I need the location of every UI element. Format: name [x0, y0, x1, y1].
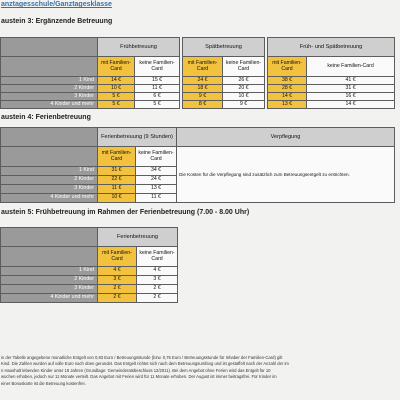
col-header-ohne: keine Familien-Card: [223, 57, 265, 77]
price-cell: 2 €: [98, 294, 137, 303]
table-row: [1, 294, 178, 303]
col-header-mit: mit Familien-Card: [268, 57, 307, 77]
row-label: 2 Kinder: [1, 176, 98, 185]
section4-table: [0, 127, 395, 203]
corner-cell: [1, 38, 98, 57]
row-label: 1 Kind: [1, 267, 98, 276]
table-row: [1, 101, 395, 109]
table-row: [1, 93, 395, 101]
price-cell: 38 €: [268, 77, 307, 85]
col-header-mit: mit Familien-Card: [98, 247, 137, 267]
price-cell: 8 €: [183, 101, 223, 109]
price-cell: 14 €: [268, 93, 307, 101]
price-cell: 34 €: [136, 167, 177, 176]
section5-table: [0, 227, 178, 303]
group-header: Früh- und Spätbetreuung: [268, 38, 395, 57]
price-cell: 11 €: [135, 85, 180, 93]
price-cell: 20 €: [223, 85, 265, 93]
col-header-ohne: keine Familien-Card: [135, 57, 180, 77]
row-label: 3 Kinder: [1, 185, 98, 194]
footnote-line: wochen erhoben, jedoch nur 11 Monate verteilt. Das Angebot mit Ferien wird für 11 Monate erhoben. Der August ist immer beitragsfrei. Für Kinder im: [1, 374, 277, 380]
col-header-mit: mit Familien-Card: [183, 57, 223, 77]
section4-title: austein 4: Ferienbetreuung: [1, 114, 91, 121]
col-header-ohne: keine Familien-Card: [137, 247, 178, 267]
section3-table: [0, 37, 395, 109]
price-cell: 4 €: [98, 267, 137, 276]
price-cell: 9 €: [183, 93, 223, 101]
group-header: Ferienbetreuung: [98, 228, 178, 247]
footnote-line: Kind. Die Zahlen wurden auf volle Euro nach oben gerundet. Das Entgelt richtet sich nach dem Betreuungsumfang und ist gestaffelt nach der Anzahl der im: [1, 361, 289, 367]
group-header: Ferienbetreuung (9 Stunden): [98, 128, 177, 147]
price-cell: 31 €: [307, 85, 395, 93]
price-cell: 10 €: [98, 194, 136, 203]
corner-cell: [1, 228, 98, 247]
table-row: [1, 77, 395, 85]
price-cell: 15 €: [135, 77, 180, 85]
table-row: [1, 85, 395, 93]
price-cell: 14 €: [98, 77, 135, 85]
price-cell: 2 €: [98, 285, 137, 294]
footnote: [1, 355, 393, 387]
table-row: [1, 267, 178, 276]
price-cell: 6 €: [135, 93, 180, 101]
row-label: 3 Kinder: [1, 93, 98, 101]
price-cell: 2 €: [137, 285, 178, 294]
price-cell: 41 €: [307, 77, 395, 85]
section3-title: austein 3: Ergänzende Betreuung: [1, 18, 113, 25]
price-cell: 10 €: [223, 93, 265, 101]
price-cell: 13 €: [136, 185, 177, 194]
row-label: 4 Kinder und mehr: [1, 101, 98, 109]
row-label: 2 Kinder: [1, 276, 98, 285]
table-row: [1, 285, 178, 294]
verpflegung-header: Verpflegung: [177, 128, 395, 147]
page-title: anztagesschule/Ganztagesklasse: [1, 1, 112, 8]
price-cell: 3 €: [98, 276, 137, 285]
verpflegung-note: Die Kosten für die Verpflegung sind zusätzlich zum Betreuungsentgelt zu entrichten.: [177, 147, 395, 203]
price-cell: 14 €: [307, 101, 395, 109]
price-cell: 13 €: [268, 101, 307, 109]
row-label: 1 Kind: [1, 77, 98, 85]
footnote-line: einer Bonuskarte ist die Betreuung kostenfrei.: [1, 380, 86, 386]
row-label: 4 Kinder und mehr: [1, 294, 98, 303]
price-cell: 11 €: [98, 185, 136, 194]
corner-cell: [1, 128, 98, 147]
price-cell: 18 €: [183, 85, 223, 93]
price-cell: 3 €: [137, 276, 178, 285]
price-cell: 24 €: [136, 176, 177, 185]
footnote-line: n Haushalt lebenden Kinder unter 18 Jahren (Grundlage: Gemeinderatsbeschluss 12/2011). Bei dem Angebot ohne Ferien wird das Entgelt für 10: [1, 367, 271, 373]
col-header-ohne: keine Familien-Card: [307, 57, 395, 77]
table-row: [1, 276, 178, 285]
price-cell: 5 €: [98, 101, 135, 109]
footnote-line: in der Tabelle angegebene monatliche Entgelt von 0,83 Euro / Betreuungsstunde (bzw. 0,76 Euro / Betreuungsstunde für Inhaber der Familien-Card) gilt: [1, 355, 283, 360]
price-cell: 11 €: [136, 194, 177, 203]
price-cell: 24 €: [183, 77, 223, 85]
price-cell: 5 €: [98, 93, 135, 101]
section5-title: austein 5: Frühbetreuung im Rahmen der Ferienbetreuung (7.00 - 8.00 Uhr): [1, 209, 250, 216]
group-header: Spätbetreuung: [183, 38, 265, 57]
price-cell: 9 €: [223, 101, 265, 109]
price-cell: 10 €: [98, 85, 135, 93]
col-header-ohne: keine Familien-Card: [136, 147, 177, 167]
col-header-mit: mit Familien-Card: [98, 147, 136, 167]
price-cell: 31 €: [98, 167, 136, 176]
col-header-mit: mit Familien-Card: [98, 57, 135, 77]
price-cell: 5 €: [135, 101, 180, 109]
price-cell: 26 €: [223, 77, 265, 85]
row-label: 4 Kinder und mehr: [1, 194, 98, 203]
price-cell: 16 €: [307, 93, 395, 101]
group-header: Frühbetreuung: [98, 38, 180, 57]
row-label: 1 Kind: [1, 167, 98, 176]
row-label: 3 Kinder: [1, 285, 98, 294]
row-label: 2 Kinder: [1, 85, 98, 93]
price-cell: 4 €: [137, 267, 178, 276]
price-cell: 2 €: [137, 294, 178, 303]
price-cell: 28 €: [268, 85, 307, 93]
price-cell: 22 €: [98, 176, 136, 185]
